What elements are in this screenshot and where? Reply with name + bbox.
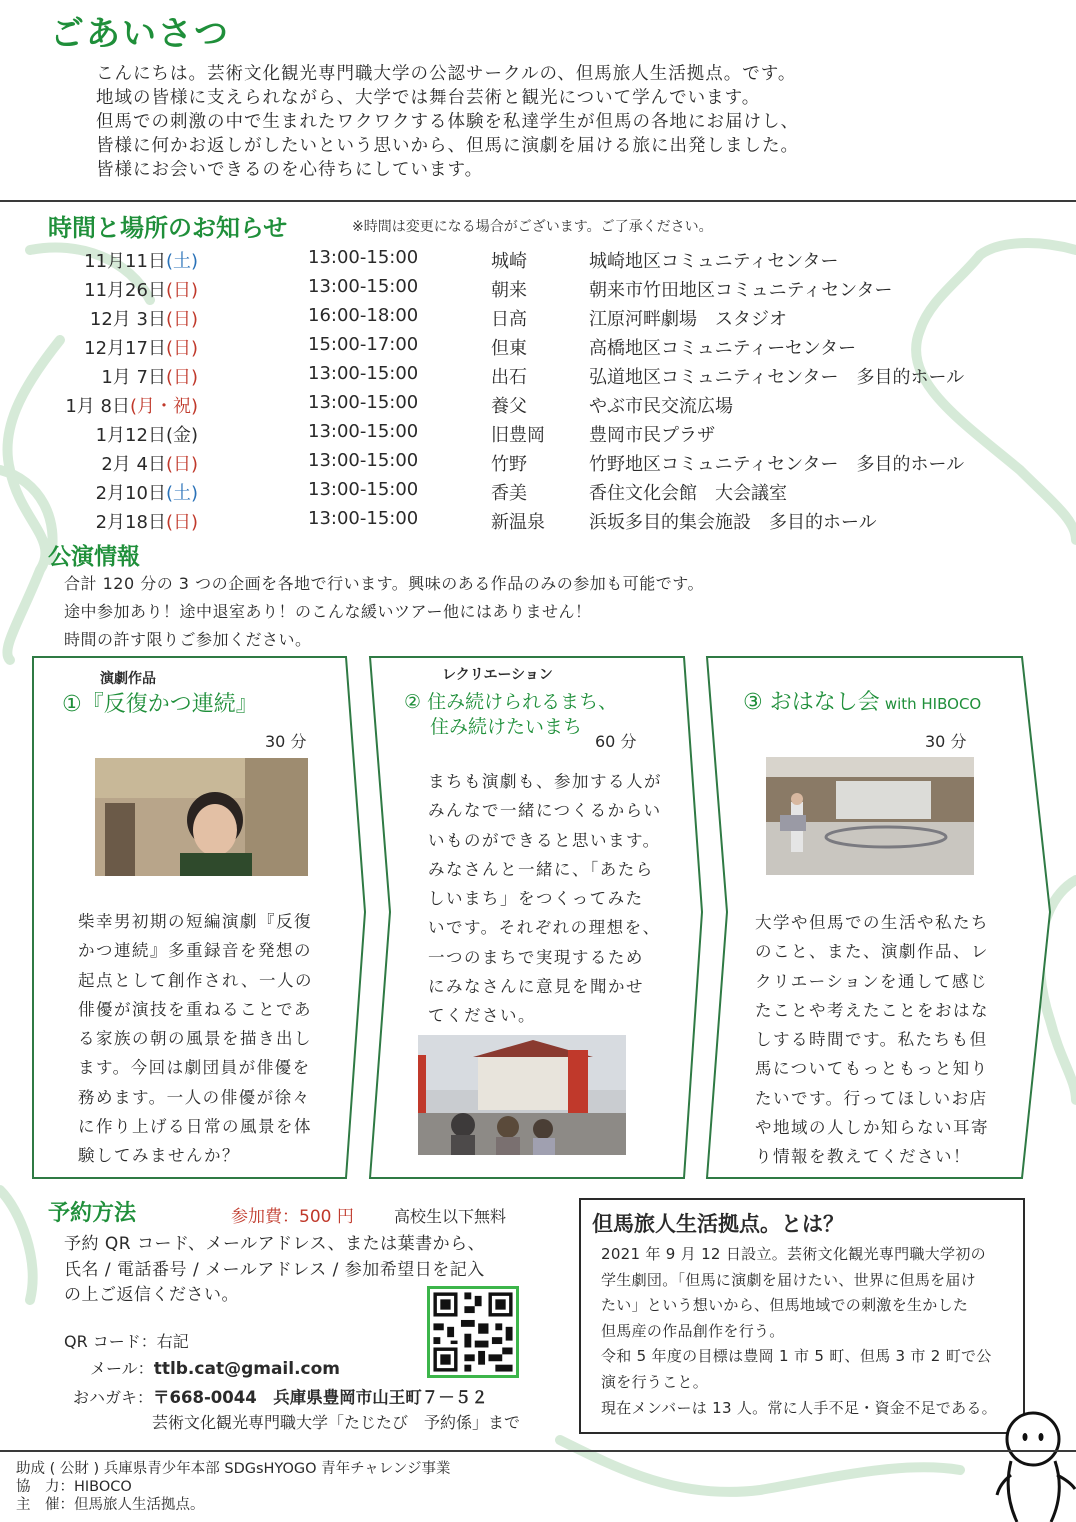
schedule-date: 12月17日(日): [84, 338, 198, 359]
schedule-date: 12月 3日(日): [89, 309, 198, 330]
about-title: 但馬旅人生活拠点。とは？: [592, 1212, 844, 1236]
schedule-area: 旧豊岡: [491, 425, 545, 446]
postcard-recipient: 芸術文化観光専門職大学「たじたび 予約係」まで: [152, 1413, 521, 1432]
performance-line: 途中参加あり！途中退室あり！のこんな緩いツアー他にはありません！: [64, 602, 592, 621]
schedule-row: [48, 305, 1048, 334]
schedule-venue: 竹野地区コミュニティセンター 多目的ホール: [589, 454, 965, 475]
postcard-row: [73, 1384, 488, 1408]
card-title-suffix: with HIBOCO: [884, 695, 982, 713]
schedule-area: 朝来: [491, 280, 527, 301]
mascot-icon: [995, 1405, 1076, 1522]
schedule-area: 竹野: [491, 454, 527, 475]
schedule-area: 城崎: [491, 251, 527, 272]
performance-line: 合計 120 分の 3 つの企画を各地で行います。興味のある作品のみの参加も可能です。: [64, 574, 705, 593]
schedule-row: [48, 421, 1048, 450]
schedule-row: [48, 363, 1048, 392]
greeting-line: 地域の皆様に支えられながら、大学では舞台芸術と観光について学んでいます。: [96, 88, 761, 108]
schedule-area: 但東: [491, 338, 527, 359]
schedule-area: 出石: [491, 367, 527, 388]
schedule-time: 13:00-15:00: [308, 363, 419, 384]
schedule-date: 1月 8日(月・祝): [65, 396, 198, 417]
card-title: ①『反復かつ連続』: [62, 692, 258, 717]
free-label: 高校生以下無料: [394, 1207, 507, 1226]
schedule-venue: 弘道地区コミュニティセンター 多目的ホール: [589, 367, 965, 388]
schedule-day-of-week: (月・祝): [129, 396, 198, 417]
schedule-row: [48, 508, 1048, 537]
schedule-row: [48, 450, 1048, 479]
schedule-row: [48, 392, 1048, 421]
schedule-day-of-week: (日): [165, 309, 198, 330]
schedule-venue: やぶ市民交流広場: [589, 396, 733, 417]
schedule-date: 2月 4日(日): [101, 454, 198, 475]
schedule-day-of-week: (金): [165, 425, 198, 446]
schedule-row: [48, 247, 1048, 276]
schedule-venue: 豊岡市民プラザ: [589, 425, 715, 446]
card-description: 大学や但馬での生活や私たち のこと、また、演劇作品、レ クリエーションを通して感じ たことや考えたことをおはな しする時間です。私たちも但 馬についてもっともっと知り たいです。行ってほしいお店 や地域の人しか知らない耳寄 り情報を教えてください！: [755, 913, 989, 1167]
schedule-time: 13:00-15:00: [308, 450, 419, 471]
greeting-body: [96, 62, 799, 182]
postcard-label: おハガキ：: [73, 1388, 154, 1407]
divider: [0, 1450, 1076, 1452]
town-walk-photo: [418, 1035, 626, 1155]
greeting-title: ごあいさつ: [50, 14, 230, 54]
greeting-line: 皆様にお会いできるのを心待ちにしています。: [96, 160, 484, 180]
schedule-area: 香美: [491, 483, 527, 504]
schedule-venue: 朝来市竹田地区コミュニティセンター: [589, 280, 893, 301]
about-body: 2021 年 9 月 12 日設立。芸術文化観光専門職大学初の 学生劇団。「但馬に演劇を届けたい、世界に但馬を届け たい」という想いから、但馬地域での刺激を生かした 但馬産の作品創作を行う。 令和 5 年度の目標は豊岡 1 市 5 町、但馬 3 市 2 町で公 演を行うこと。 現在メンバーは 13 人。常に人手不足・資金不足である。: [601, 1245, 997, 1417]
card-duration: 30 分: [925, 732, 967, 751]
card-description: まちも演劇も、参加する人が みんなで一緒につくるからい いものができると思います。 みなさんと一緒に、「あたら しいまち」をつくってみた いです。それぞれの理想を、 一つのまちで実現するため にみなさんに意見を聞かせ てください。: [428, 772, 662, 1026]
mail-link[interactable]: ttlb.cat@gmail.com: [153, 1359, 341, 1379]
schedule-day-of-week: (日): [165, 512, 198, 533]
schedule-time: 13:00-15:00: [308, 508, 419, 529]
qr-label: QR コード：右記: [64, 1332, 189, 1351]
schedule-day-of-week: (日): [165, 338, 198, 359]
schedule-venue: 浜坂多目的集会施設 多目的ホール: [589, 512, 877, 533]
schedule-venue: 城崎地区コミュニティセンター: [589, 251, 839, 272]
greeting-line: 皆様に何かお返しがしたいという思いから、但馬に演劇を届ける旅に出発しました。: [96, 136, 799, 156]
performance-body: [64, 570, 704, 654]
schedule-time: 13:00-15:00: [308, 479, 419, 500]
card-title: 住み続けたいまち: [430, 716, 583, 738]
qr-code-icon[interactable]: [427, 1286, 519, 1378]
schedule-date: 2月10日(土): [95, 483, 198, 504]
card-duration: 60 分: [595, 732, 637, 751]
fee-label: 参加費：500 円: [231, 1207, 354, 1227]
performance-line: 時間の許す限りご参加ください。: [64, 630, 312, 649]
schedule-day-of-week: (日): [165, 280, 198, 301]
schedule-area: 養父: [491, 396, 527, 417]
card-category: 演劇作品: [100, 671, 156, 687]
schedule-date: 1月12日(金): [95, 425, 198, 446]
schedule-date: 2月18日(日): [95, 512, 198, 533]
footer: 助成 ( 公財 ) 兵庫県青少年本部 SDGsHYOGO 青年チャレンジ事業 協 力：HIBOCO 主 催：但馬旅人生活拠点。: [16, 1461, 451, 1513]
schedule-time: 16:00-18:00: [308, 305, 419, 326]
hall-photo: [766, 757, 974, 875]
schedule-time: 13:00-15:00: [308, 392, 419, 413]
portrait-photo: [95, 758, 308, 876]
card-title: ③ おはなし会: [743, 690, 880, 715]
card-duration: 30 分: [265, 732, 307, 751]
schedule-title: 時間と場所のお知らせ: [48, 214, 288, 242]
schedule-date: 11月26日(日): [84, 280, 198, 301]
schedule-day-of-week: (土): [165, 483, 198, 504]
greeting-line: こんにちは。芸術文化観光専門職大学の公認サークルの、但馬旅人生活拠点。です。: [96, 64, 797, 84]
schedule-time: 15:00-17:00: [308, 334, 419, 355]
schedule-day-of-week: (日): [165, 454, 198, 475]
performance-title: 公演情報: [48, 544, 140, 570]
greeting-line: 但馬での刺激の中で生まれたワクワクする体験を私達学生が但馬の各地にお届けし、: [96, 112, 799, 132]
schedule-area: 新温泉: [491, 512, 545, 533]
divider: [0, 200, 1076, 202]
schedule-time: 13:00-15:00: [308, 276, 419, 297]
card-title-row: [743, 685, 981, 716]
schedule-venue: 高橋地区コミュニティーセンター: [589, 338, 857, 359]
schedule-day-of-week: (土): [165, 251, 198, 272]
schedule-day-of-week: (日): [165, 367, 198, 388]
schedule-date: 11月11日(土): [84, 251, 198, 272]
schedule-time: 13:00-15:00: [308, 247, 419, 268]
card-title: ② 住み続けられるまち、: [404, 691, 618, 713]
reservation-body: 予約 QR コード、メールアドレス、または葉書から、 氏名 / 電話番号 / メールアドレス / 参加希望日を記入 の上ご返信ください。: [64, 1234, 486, 1305]
schedule-row: [48, 276, 1048, 305]
schedule-area: 日高: [491, 309, 527, 330]
card-description: 柴幸男初期の短編演劇『反復 かつ連続』多重録音を発想の 起点として創作され、一人の 俳優が演技を重ねることであ る家族の朝の風景を描き出し ます。今回は劇団員が俳優を 務めます。一人の俳優が徐々 に作り上げる日常の風景を体 験してみませんか？: [78, 912, 313, 1166]
schedule-note: ※時間は変更になる場合がございます。ご了承ください。: [352, 219, 713, 235]
schedule-venue: 香住文化会館 大会議室: [589, 483, 787, 504]
reservation-title: 予約方法: [48, 1201, 137, 1226]
card-category: レクリエーション: [442, 667, 553, 683]
schedule-date: 1月 7日(日): [101, 367, 198, 388]
schedule-row: [48, 479, 1048, 508]
mail-row: [90, 1356, 340, 1379]
postcard-address: 〒668-0044 兵庫県豊岡市山王町７－５２: [153, 1388, 488, 1407]
mail-label: メール：: [90, 1359, 154, 1378]
schedule-time: 13:00-15:00: [308, 421, 419, 442]
schedule-venue: 江原河畔劇場 スタジオ: [589, 309, 787, 330]
schedule-row: [48, 334, 1048, 363]
